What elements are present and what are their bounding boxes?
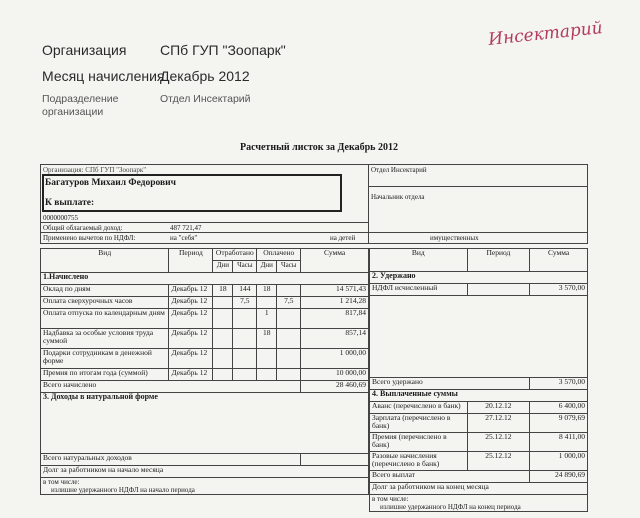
total-withheld-label: Всего удержано (370, 378, 530, 390)
taxable-label: Общий облагаемый доход: (43, 224, 123, 232)
accrual-w-hours: 7,5 (233, 297, 257, 309)
accrual-kind: Оплата отпуска по календарным дням (41, 309, 169, 329)
payout-date: 25.12.12 (467, 433, 530, 452)
accrual-w-days: 18 (213, 285, 233, 297)
col-period-r: Период (467, 249, 530, 272)
dept-label-line2: организации (42, 106, 104, 118)
accrual-sum: 10 000,00 (301, 369, 369, 381)
accrual-w-hours (233, 369, 257, 381)
to-pay-label: К выплате: (45, 198, 95, 208)
accrual-sum: 1 000,00 (301, 349, 369, 369)
info-position: Начальник отдела (371, 193, 425, 201)
payout-sum: 1 000,00 (530, 452, 588, 471)
deductions-label: Применено вычетов по НДФЛ: (43, 234, 136, 242)
accrual-w-hours (233, 329, 257, 349)
accrual-p-hours (277, 369, 301, 381)
handwritten-note: Инсектарий (487, 18, 604, 50)
accrual-sum: 857,14 (301, 329, 369, 349)
col-kind: Вид (41, 249, 169, 273)
accrual-kind: Премия по итогам года (суммой) (41, 369, 169, 381)
org-line: Организация: СПб ГУП "Зоопарк" (43, 166, 147, 174)
debt-start-label: Долг за работником на начало месяца (41, 466, 369, 478)
col-paid: Оплачено (257, 249, 301, 261)
tab-number: 0000000755 (43, 214, 78, 222)
accrual-period: Декабрь 12 (169, 309, 213, 329)
withholding-sum: 3 570,00 (530, 284, 588, 296)
withholding-kind: НДФЛ исчисленный (370, 284, 468, 296)
col-sum-r: Сумма (530, 249, 588, 272)
accrual-p-days: 18 (257, 329, 277, 349)
col-paid-days: Дни (257, 261, 277, 273)
payout-date: 25.12.12 (467, 452, 530, 471)
payout-date: 27.12.12 (467, 414, 530, 433)
table-row (41, 329, 369, 349)
accrual-w-days (213, 369, 233, 381)
total-in-kind-value (301, 454, 369, 466)
accrual-p-hours: 7,5 (277, 297, 301, 309)
payout-kind: Аванс (перечислено в банк) (370, 402, 468, 414)
dept-label (42, 93, 119, 119)
col-worked-days: Дни (213, 261, 233, 273)
table-row (370, 433, 588, 452)
sheet-title: Расчетный листок за Декабрь 2012 (240, 142, 398, 153)
month-label: Месяц начисления (42, 68, 165, 84)
section-accrued: 1.Начислено (41, 273, 369, 285)
incl-start-line2: излишне удержанного НДФЛ на начало периода (51, 486, 195, 494)
accrual-p-days: 1 (257, 309, 277, 329)
col-worked-hours: Часы (233, 261, 257, 273)
total-in-kind-label: Всего натуральных доходов (41, 454, 301, 466)
table-row (370, 402, 588, 414)
accrual-p-hours (277, 285, 301, 297)
total-accrued-value: 28 460,69 (301, 381, 369, 393)
accrual-w-hours: 144 (233, 285, 257, 297)
incl-end (370, 495, 588, 512)
table-row (41, 349, 369, 369)
col-period: Период (169, 249, 213, 273)
payout-sum: 8 411,00 (530, 433, 588, 452)
accrual-p-days (257, 297, 277, 309)
total-paid-value: 24 890,69 (530, 471, 588, 483)
accrual-kind: Надбавка за особые условия труда суммой (41, 329, 169, 349)
accrual-sum: 1 214,28 (301, 297, 369, 309)
table-row (41, 369, 369, 381)
withholding-period (467, 284, 530, 296)
org-value: СПб ГУП "Зоопарк" (160, 42, 286, 58)
accrual-w-hours (233, 309, 257, 329)
table-row (370, 414, 588, 433)
total-withheld-value: 3 570,00 (530, 378, 588, 390)
incl-start-line1: в том числе: (43, 478, 80, 486)
month-value: Декабрь 2012 (160, 68, 250, 84)
col-worked: Отработано (213, 249, 257, 261)
employee-name: Багатуров Михаил Федорович (45, 178, 177, 188)
payout-kind: Разовые начисления (перечислено в банк) (370, 452, 468, 471)
incl-end-line1: в том числе: (372, 495, 409, 503)
accrual-sum: 14 571,43 (301, 285, 369, 297)
info-dept: Отдел Инсектарий (371, 166, 427, 174)
accrual-period: Декабрь 12 (169, 349, 213, 369)
deductions-self: на "себя" (170, 234, 198, 242)
accrual-w-days (213, 297, 233, 309)
total-accrued-label: Всего начислено (41, 381, 301, 393)
col-sum: Сумма (301, 249, 369, 273)
accrual-w-days (213, 309, 233, 329)
accrual-sum: 817,84 (301, 309, 369, 329)
dept-value: Отдел Инсектарий (160, 93, 251, 105)
withholdings-table (369, 248, 588, 512)
debt-end-label: Долг за работником на конец месяца (370, 483, 588, 495)
accrual-p-days (257, 349, 277, 369)
taxable-value: 487 721,47 (170, 224, 202, 232)
incl-start (41, 478, 369, 495)
accrual-p-hours (277, 349, 301, 369)
payout-sum: 6 400,00 (530, 402, 588, 414)
accrual-kind: Оплата сверхурочных часов (41, 297, 169, 309)
table-row (370, 284, 588, 296)
accruals-table (40, 248, 369, 495)
table-row (41, 285, 369, 297)
accrual-period: Декабрь 12 (169, 297, 213, 309)
accrual-p-days: 18 (257, 285, 277, 297)
org-label: Организация (42, 42, 127, 58)
payout-kind: Зарплата (перечислено в банк) (370, 414, 468, 433)
payout-kind: Премия (перечислено в банк) (370, 433, 468, 452)
payout-date: 20.12.12 (467, 402, 530, 414)
total-paid-label: Всего выплат (370, 471, 530, 483)
accrual-p-hours (277, 309, 301, 329)
deductions-property: имущественных (430, 234, 479, 242)
section-in-kind: 3. Доходы в натуральной форме (41, 393, 369, 454)
accrual-period: Декабрь 12 (169, 369, 213, 381)
accrual-p-hours (277, 329, 301, 349)
col-paid-hours: Часы (277, 261, 301, 273)
payout-sum: 9 079,69 (530, 414, 588, 433)
table-row (41, 297, 369, 309)
dept-label-line1: Подразделение (42, 93, 119, 105)
deductions-children: на детей (330, 234, 356, 242)
table-row (41, 309, 369, 329)
withholdings-blank (370, 296, 588, 378)
incl-end-line2: излишне удержанного НДФЛ на конец периода (380, 503, 521, 511)
accrual-kind: Оклад по дням (41, 285, 169, 297)
accrual-w-hours (233, 349, 257, 369)
accrual-period: Декабрь 12 (169, 329, 213, 349)
accrual-period: Декабрь 12 (169, 285, 213, 297)
accrual-p-days (257, 369, 277, 381)
section-withheld: 2. Удержано (370, 272, 588, 284)
table-row (370, 452, 588, 471)
accrual-kind: Подарки сотрудникам в денежной форме (41, 349, 169, 369)
accrual-w-days (213, 329, 233, 349)
accrual-w-days (213, 349, 233, 369)
col-kind-r: Вид (370, 249, 468, 272)
section-payouts: 4. Выплаченные суммы (370, 390, 588, 402)
